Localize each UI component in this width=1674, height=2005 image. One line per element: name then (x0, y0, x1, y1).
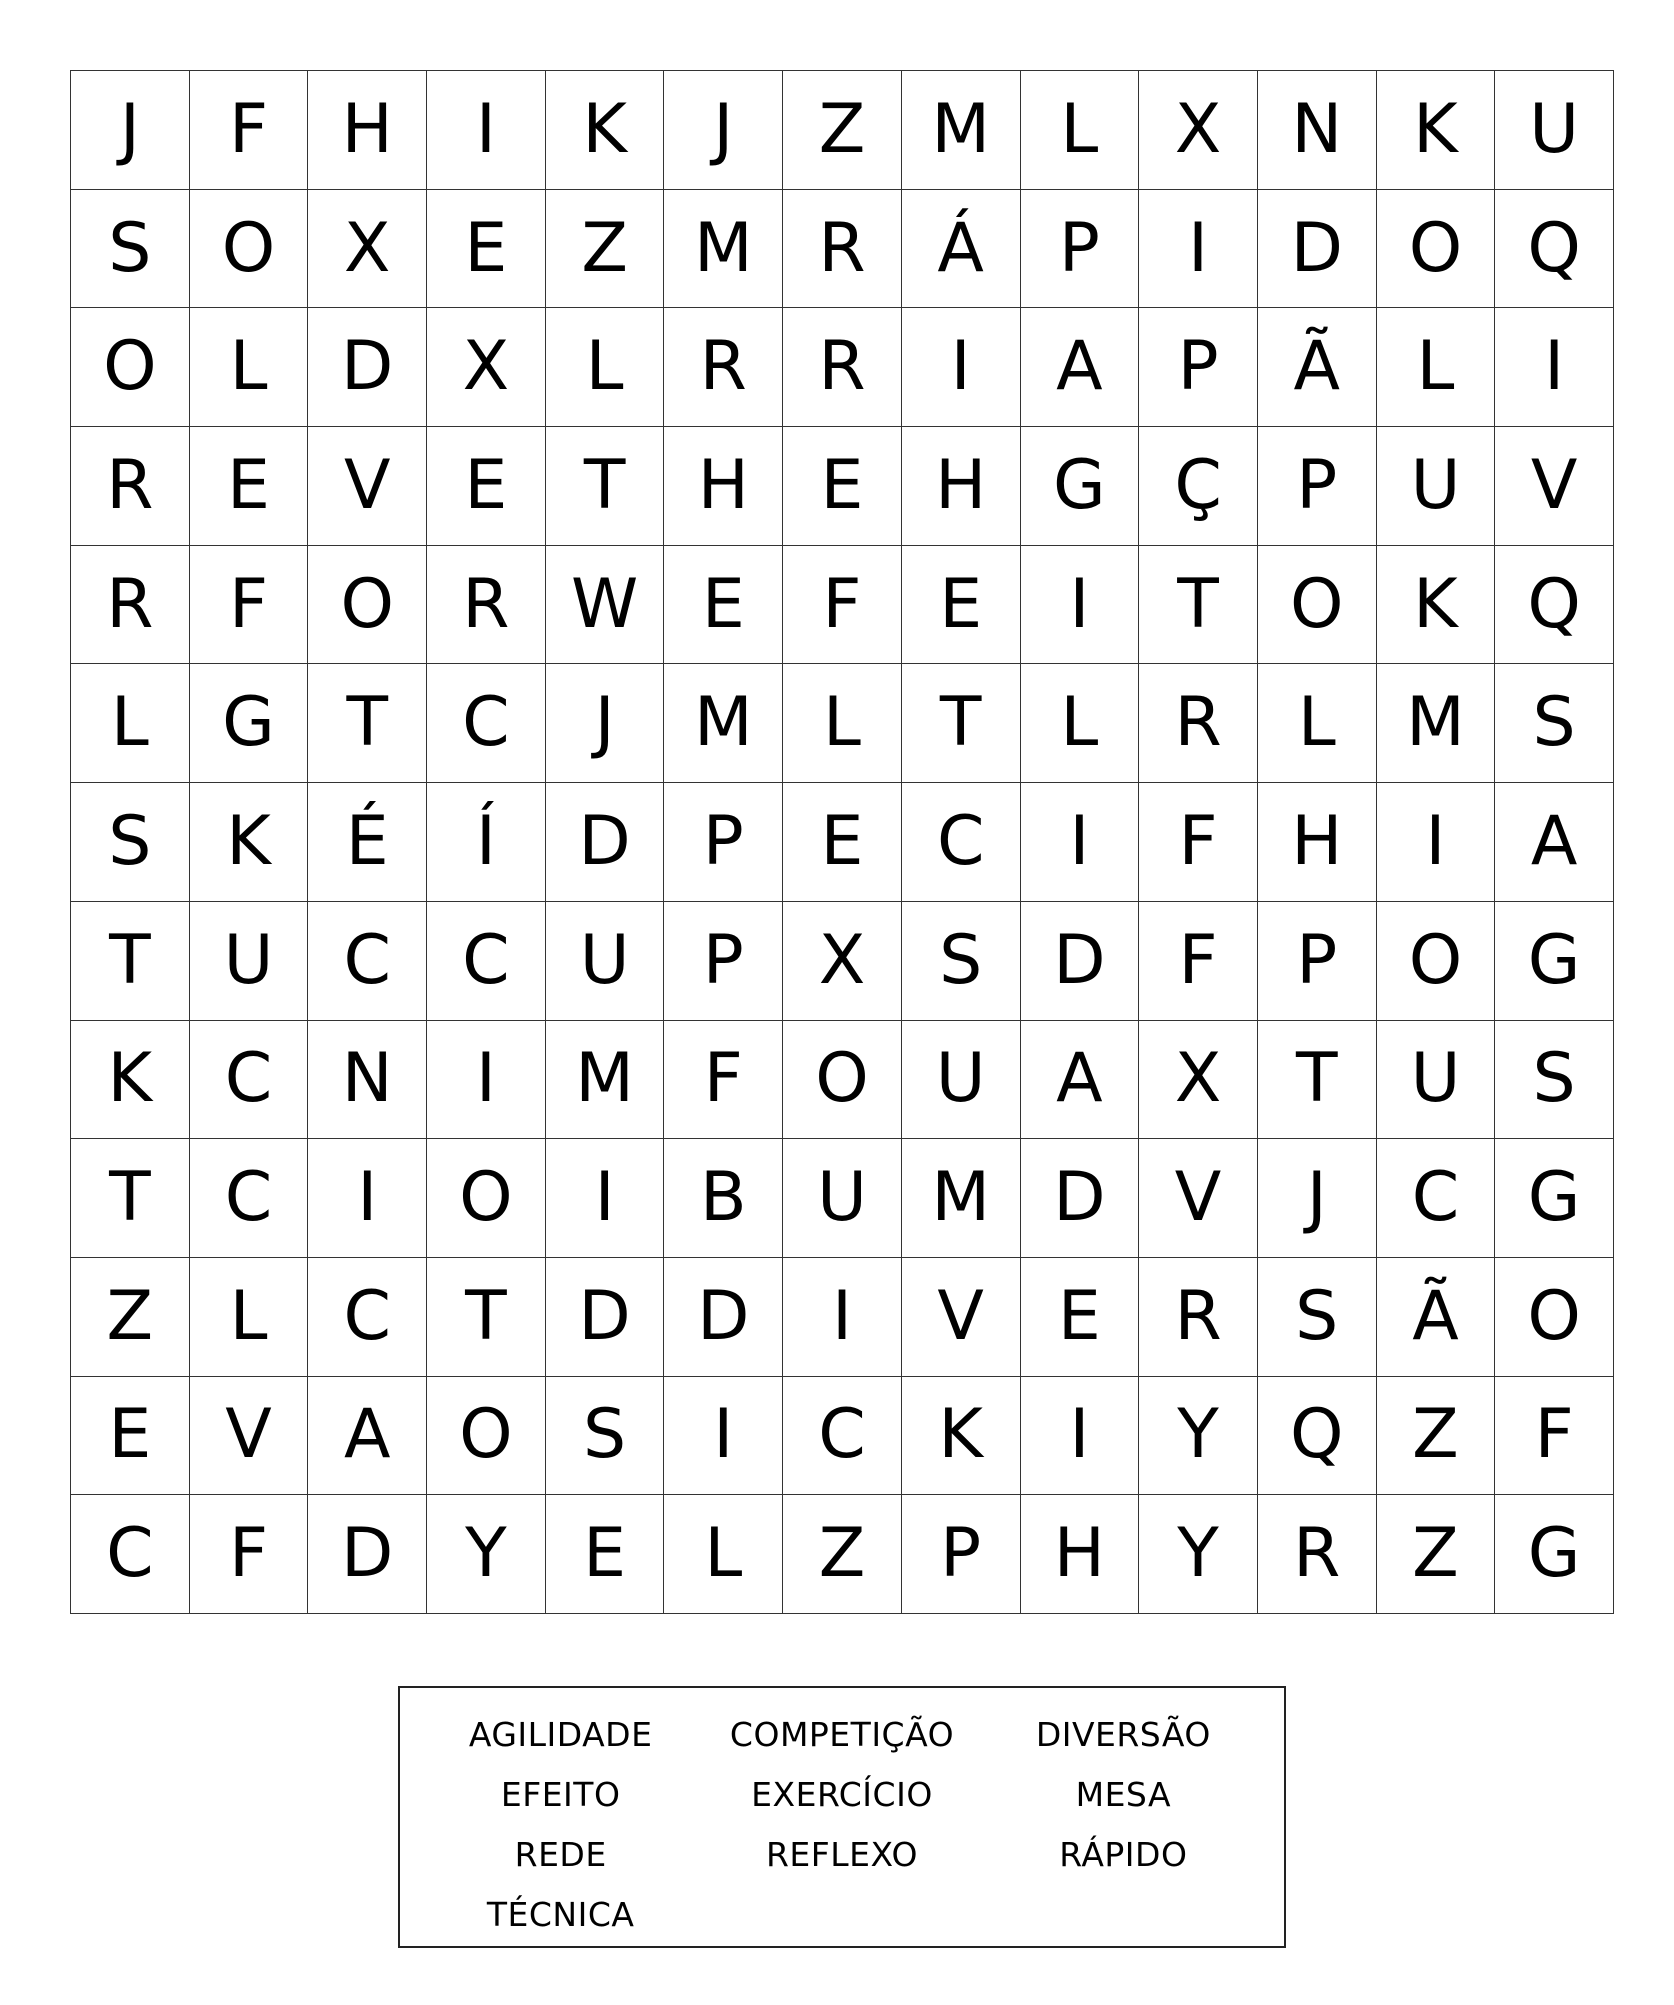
grid-cell[interactable]: T (71, 1139, 190, 1258)
grid-cell[interactable]: Í (427, 783, 546, 902)
grid-cell[interactable]: Z (783, 71, 902, 190)
grid-cell[interactable]: Á (902, 190, 1021, 309)
grid-cell[interactable]: J (664, 71, 783, 190)
grid-cell[interactable]: T (1258, 1021, 1377, 1140)
grid-cell[interactable]: T (902, 664, 1021, 783)
grid-cell[interactable]: S (71, 190, 190, 309)
grid-cell[interactable]: U (902, 1021, 1021, 1140)
grid-cell[interactable]: E (427, 190, 546, 309)
grid-cell[interactable]: D (1021, 1139, 1140, 1258)
grid-cell[interactable]: T (1139, 546, 1258, 665)
grid-cell[interactable]: I (1021, 546, 1140, 665)
grid-cell[interactable]: A (1021, 308, 1140, 427)
grid-cell[interactable]: R (664, 308, 783, 427)
grid-cell[interactable]: E (1021, 1258, 1140, 1377)
grid-cell[interactable]: P (1258, 427, 1377, 546)
grid-cell[interactable]: H (308, 71, 427, 190)
grid-cell[interactable]: M (902, 1139, 1021, 1258)
grid-cell[interactable]: X (308, 190, 427, 309)
grid-cell[interactable]: E (902, 546, 1021, 665)
grid-cell[interactable]: G (1495, 1495, 1614, 1614)
grid-cell[interactable]: Z (546, 190, 665, 309)
grid-cell[interactable]: D (664, 1258, 783, 1377)
grid-cell[interactable]: Ã (1258, 308, 1377, 427)
grid-cell[interactable]: T (427, 1258, 546, 1377)
grid-cell[interactable]: P (1021, 190, 1140, 309)
grid-cell[interactable]: I (664, 1377, 783, 1496)
word-list-item: TÉCNICA (486, 1894, 635, 1934)
grid-cell[interactable]: V (308, 427, 427, 546)
grid-cell[interactable]: O (1377, 190, 1496, 309)
grid-cell[interactable]: X (427, 308, 546, 427)
grid-cell[interactable]: I (546, 1139, 665, 1258)
grid-cell[interactable]: C (427, 902, 546, 1021)
grid-cell[interactable]: I (783, 1258, 902, 1377)
grid-cell[interactable]: U (1377, 1021, 1496, 1140)
grid-cell[interactable]: X (1139, 1021, 1258, 1140)
grid-cell[interactable]: M (902, 71, 1021, 190)
grid-cell[interactable]: N (308, 1021, 427, 1140)
grid-cell[interactable]: D (1021, 902, 1140, 1021)
grid-cell[interactable]: E (546, 1495, 665, 1614)
grid-cell[interactable]: U (1377, 427, 1496, 546)
grid-cell[interactable]: G (1021, 427, 1140, 546)
grid-cell[interactable]: A (308, 1377, 427, 1496)
grid-cell[interactable]: D (308, 308, 427, 427)
grid-cell[interactable]: L (1021, 664, 1140, 783)
grid-cell[interactable]: C (427, 664, 546, 783)
grid-cell[interactable]: M (664, 664, 783, 783)
grid-cell[interactable]: O (783, 1021, 902, 1140)
grid-cell[interactable]: I (1021, 783, 1140, 902)
grid-cell[interactable]: P (902, 1495, 1021, 1614)
grid-cell[interactable]: L (546, 308, 665, 427)
grid-cell[interactable]: L (71, 664, 190, 783)
grid-cell[interactable]: N (1258, 71, 1377, 190)
grid-cell[interactable]: L (664, 1495, 783, 1614)
grid-cell[interactable]: O (427, 1377, 546, 1496)
grid-cell[interactable]: R (1258, 1495, 1377, 1614)
grid-cell[interactable]: I (1495, 308, 1614, 427)
grid-cell[interactable]: V (902, 1258, 1021, 1377)
grid-cell[interactable]: E (427, 427, 546, 546)
grid-cell[interactable]: T (308, 664, 427, 783)
grid-cell[interactable]: S (1495, 1021, 1614, 1140)
grid-cell[interactable]: D (546, 1258, 665, 1377)
grid-cell[interactable]: Y (1139, 1377, 1258, 1496)
grid-cell[interactable]: H (664, 427, 783, 546)
word-list-item: DIVERSÃO (1035, 1714, 1211, 1754)
grid-cell[interactable]: C (190, 1021, 309, 1140)
grid-cell[interactable]: M (664, 190, 783, 309)
grid-cell[interactable]: L (783, 664, 902, 783)
word-list-item: EXERCÍCIO (751, 1774, 933, 1814)
grid-cell[interactable]: T (71, 902, 190, 1021)
grid-cell[interactable]: C (71, 1495, 190, 1614)
grid-cell[interactable]: J (1258, 1139, 1377, 1258)
grid-cell[interactable]: D (546, 783, 665, 902)
grid-cell[interactable]: É (308, 783, 427, 902)
grid-cell[interactable]: I (902, 308, 1021, 427)
grid-cell[interactable]: F (190, 1495, 309, 1614)
grid-cell[interactable]: O (1377, 902, 1496, 1021)
grid-cell[interactable]: C (308, 1258, 427, 1377)
grid-cell[interactable]: G (1495, 902, 1614, 1021)
grid-cell[interactable]: I (427, 1021, 546, 1140)
grid-cell[interactable]: Q (1258, 1377, 1377, 1496)
grid-cell[interactable]: Z (1377, 1495, 1496, 1614)
grid-cell[interactable]: S (71, 783, 190, 902)
grid-cell[interactable]: F (664, 1021, 783, 1140)
word-list-item: REFLEXO (766, 1834, 918, 1874)
grid-cell[interactable]: F (783, 546, 902, 665)
grid-cell[interactable]: C (902, 783, 1021, 902)
grid-cell[interactable]: D (308, 1495, 427, 1614)
grid-cell[interactable]: K (1377, 546, 1496, 665)
word-list-item: RÁPIDO (1059, 1834, 1188, 1874)
grid-cell[interactable]: S (1495, 664, 1614, 783)
grid-cell[interactable]: S (1258, 1258, 1377, 1377)
grid-cell[interactable]: Q (1495, 546, 1614, 665)
grid-cell[interactable]: X (1139, 71, 1258, 190)
grid-cell[interactable]: O (71, 308, 190, 427)
grid-cell[interactable]: L (1377, 308, 1496, 427)
grid-cell[interactable]: U (783, 1139, 902, 1258)
grid-cell[interactable]: Z (1377, 1377, 1496, 1496)
grid-cell[interactable]: C (190, 1139, 309, 1258)
grid-cell[interactable]: R (1139, 1258, 1258, 1377)
grid-cell[interactable]: A (1021, 1021, 1140, 1140)
grid-cell[interactable]: K (902, 1377, 1021, 1496)
grid-cell[interactable]: G (1495, 1139, 1614, 1258)
grid-cell[interactable]: K (71, 1021, 190, 1140)
grid-cell[interactable]: W (546, 546, 665, 665)
grid-cell[interactable]: L (190, 1258, 309, 1377)
grid-cell[interactable]: V (1139, 1139, 1258, 1258)
grid-cell[interactable]: P (664, 783, 783, 902)
grid-cell[interactable]: H (902, 427, 1021, 546)
grid-cell[interactable]: J (546, 664, 665, 783)
grid-cell[interactable]: Z (71, 1258, 190, 1377)
grid-cell[interactable]: S (546, 1377, 665, 1496)
grid-cell[interactable]: P (1258, 902, 1377, 1021)
grid-cell[interactable]: O (427, 1139, 546, 1258)
word-list (398, 1686, 1286, 1948)
grid-cell[interactable]: Ç (1139, 427, 1258, 546)
grid-cell[interactable]: R (427, 546, 546, 665)
grid-cell[interactable]: H (1021, 1495, 1140, 1614)
grid-cell[interactable]: R (71, 427, 190, 546)
grid-cell[interactable]: I (427, 71, 546, 190)
grid-cell[interactable]: B (664, 1139, 783, 1258)
grid-cell[interactable]: R (783, 190, 902, 309)
grid-cell[interactable]: I (1021, 1377, 1140, 1496)
grid-cell[interactable]: J (71, 71, 190, 190)
grid-cell[interactable]: V (1495, 427, 1614, 546)
grid-cell[interactable]: I (1139, 190, 1258, 309)
grid-cell[interactable]: R (71, 546, 190, 665)
grid-cell[interactable]: Y (1139, 1495, 1258, 1614)
grid-cell[interactable]: L (190, 308, 309, 427)
grid-cell[interactable]: G (190, 664, 309, 783)
grid-cell[interactable]: F (190, 546, 309, 665)
grid-cell[interactable]: E (783, 427, 902, 546)
grid-cell[interactable]: R (783, 308, 902, 427)
grid-cell[interactable]: U (190, 902, 309, 1021)
grid-cell[interactable]: C (783, 1377, 902, 1496)
grid-cell[interactable]: L (1258, 664, 1377, 783)
grid-cell[interactable]: F (1495, 1377, 1614, 1496)
grid-cell[interactable]: O (308, 546, 427, 665)
grid-cell[interactable]: U (546, 902, 665, 1021)
grid-cell[interactable]: Q (1495, 190, 1614, 309)
grid-cell[interactable]: I (1377, 783, 1496, 902)
word-list-item: REDE (514, 1834, 607, 1874)
grid-cell[interactable]: L (1021, 71, 1140, 190)
word-list-item: EFEITO (500, 1774, 621, 1814)
letter-grid (70, 70, 1614, 1614)
grid-cell[interactable]: U (1495, 71, 1614, 190)
grid-cell[interactable]: F (190, 71, 309, 190)
grid-cell[interactable]: Y (427, 1495, 546, 1614)
grid-cell[interactable]: H (1258, 783, 1377, 902)
word-list-item: AGILIDADE (468, 1714, 653, 1754)
grid-cell[interactable]: Z (783, 1495, 902, 1614)
grid-cell[interactable]: D (1258, 190, 1377, 309)
grid-cell[interactable]: M (546, 1021, 665, 1140)
grid-cell[interactable]: O (190, 190, 309, 309)
grid-cell[interactable]: A (1495, 783, 1614, 902)
grid-cell[interactable]: K (190, 783, 309, 902)
grid-cell[interactable]: E (190, 427, 309, 546)
grid-cell[interactable]: K (546, 71, 665, 190)
grid-cell[interactable]: R (1139, 664, 1258, 783)
grid-cell[interactable]: I (308, 1139, 427, 1258)
grid-cell[interactable]: S (902, 902, 1021, 1021)
grid-cell[interactable]: P (664, 902, 783, 1021)
grid-cell[interactable]: O (1258, 546, 1377, 665)
grid-cell[interactable]: Ã (1377, 1258, 1496, 1377)
grid-cell[interactable]: M (1377, 664, 1496, 783)
grid-cell[interactable]: E (664, 546, 783, 665)
grid-cell[interactable]: E (783, 783, 902, 902)
grid-cell[interactable]: K (1377, 71, 1496, 190)
grid-cell[interactable]: F (1139, 783, 1258, 902)
grid-cell[interactable]: T (546, 427, 665, 546)
grid-cell[interactable]: F (1139, 902, 1258, 1021)
grid-cell[interactable]: E (71, 1377, 190, 1496)
grid-cell[interactable]: C (1377, 1139, 1496, 1258)
word-list-item: MESA (1075, 1774, 1172, 1814)
grid-cell[interactable]: X (783, 902, 902, 1021)
word-list-item: COMPETIÇÃO (729, 1714, 955, 1754)
grid-cell[interactable]: V (190, 1377, 309, 1496)
grid-cell[interactable]: P (1139, 308, 1258, 427)
grid-cell[interactable]: C (308, 902, 427, 1021)
grid-cell[interactable]: O (1495, 1258, 1614, 1377)
